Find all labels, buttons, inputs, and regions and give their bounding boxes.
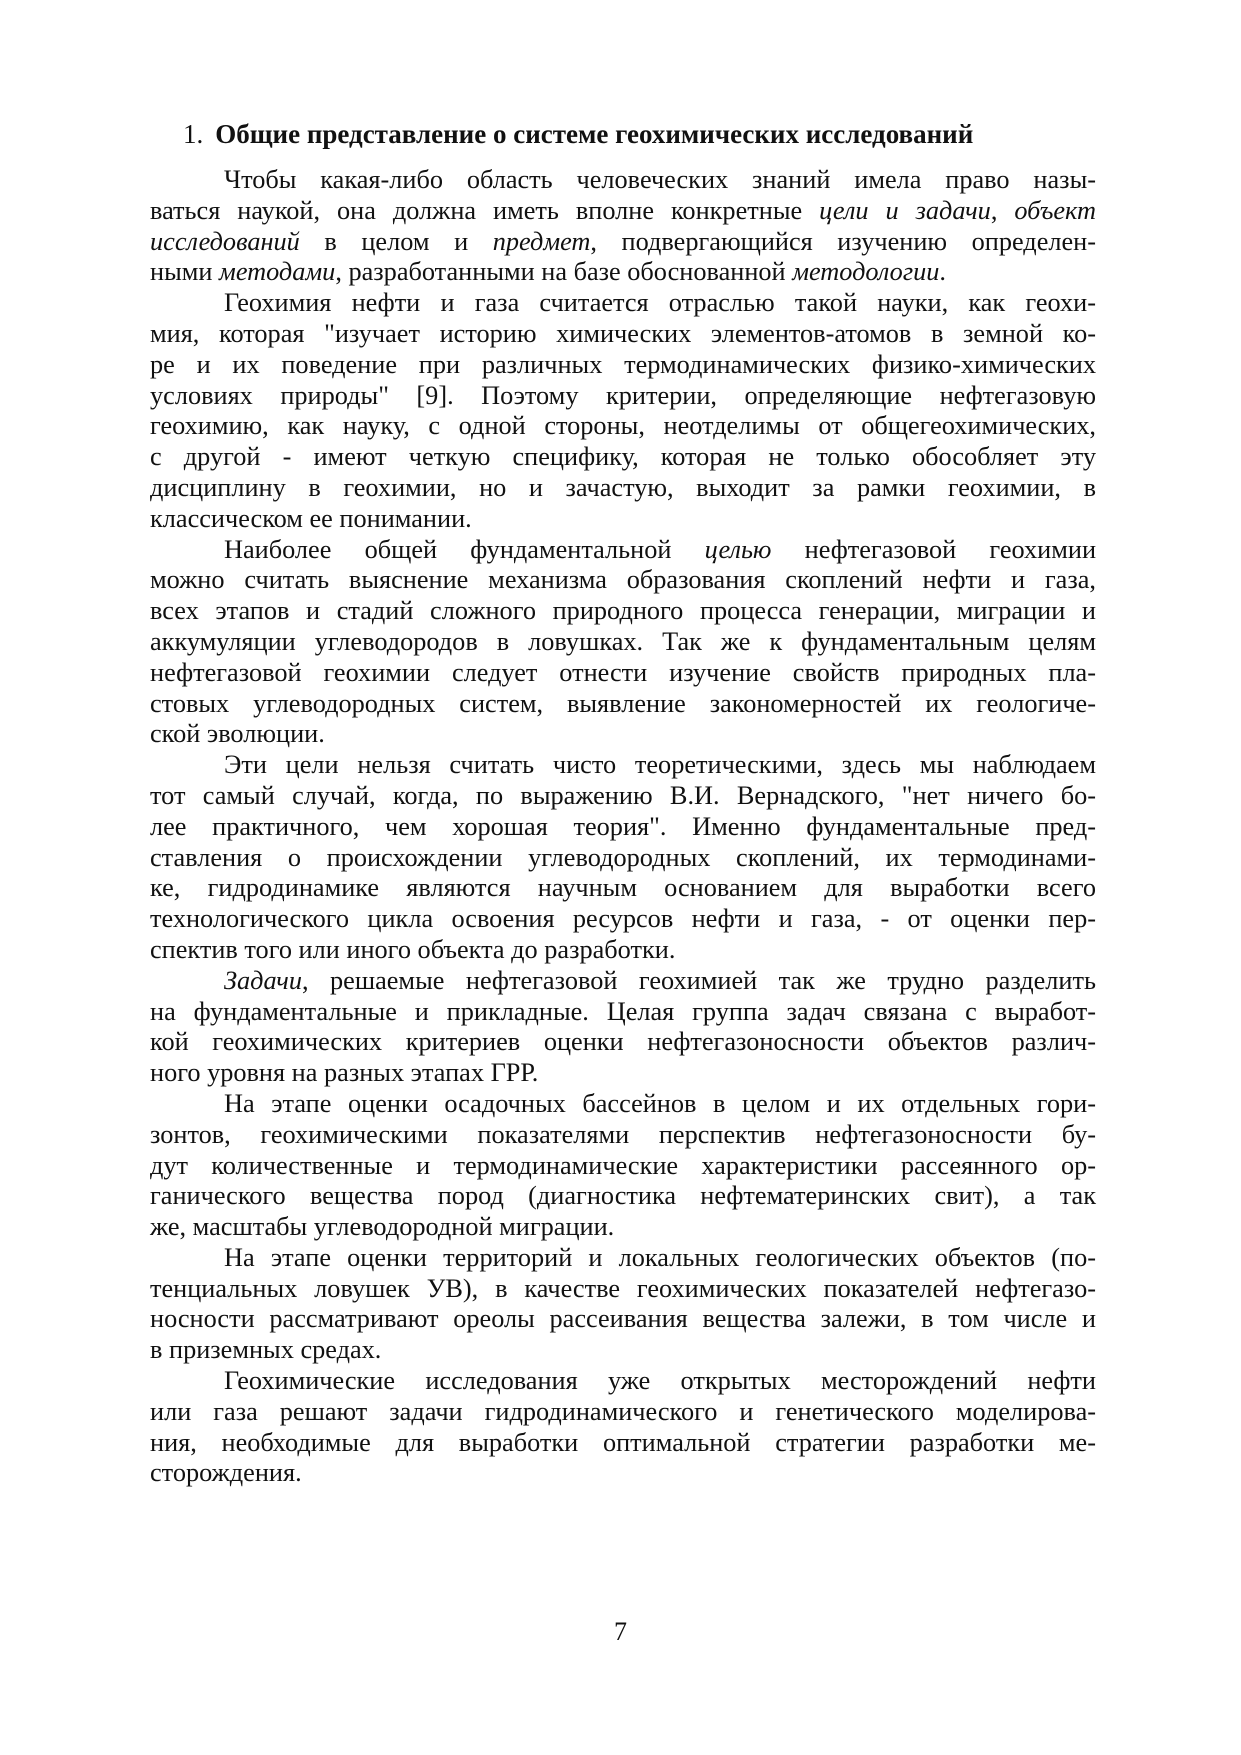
text-run: ской эволюции. — [150, 719, 325, 749]
text-run: ния, необходимые для выработки оптимальной стратегии разработки ме- — [150, 1427, 1096, 1457]
text-run: Геохимия нефти и газа считается отраслью такой науки, как геохи- — [224, 288, 1096, 318]
text-line — [150, 1181, 1096, 1212]
text-line — [150, 719, 1096, 750]
text-line — [150, 227, 1096, 258]
text-line — [150, 596, 1096, 627]
text-run: геохимию, как науку, с одной стороны, неотделимы от общегеохимических, — [150, 411, 1096, 441]
text-run: , разработанными на базе обоснованной — [335, 257, 793, 287]
text-line — [150, 442, 1096, 473]
italic-term: целью — [704, 534, 772, 564]
text-run: или газа решают задачи гидродинамического и генетического моделирова- — [150, 1396, 1096, 1426]
paragraph — [150, 750, 1096, 966]
text-run: классическом ее понимании. — [150, 503, 472, 533]
text-run: спектив того или иного объекта до разработки. — [150, 934, 676, 964]
page-number: 7 — [614, 1617, 627, 1646]
text-line — [150, 319, 1096, 350]
text-run: можно считать выяснение механизма образования скоплений нефти и газа, — [150, 565, 1096, 595]
text-line — [150, 1397, 1096, 1428]
text-run: аккумуляции углеводородов в ловушках. Так же к фундаментальным целям — [150, 626, 1096, 656]
text-run: дут количественные и термодинамические характеристики рассеянного ор- — [150, 1150, 1096, 1180]
text-run: , подвергающийся изучению определен- — [590, 226, 1096, 256]
text-run: На этапе оценки территорий и локальных геологических объектов (по- — [224, 1242, 1096, 1272]
paragraph — [150, 288, 1096, 534]
text-run: ке, гидродинамике являются научным основанием для выработки всего — [150, 873, 1096, 903]
text-line — [150, 812, 1096, 843]
text-line — [150, 1274, 1096, 1305]
text-run: всех этапов и стадий сложного природного процесса генерации, миграции и — [150, 596, 1096, 626]
italic-term: объект — [1014, 195, 1096, 225]
text-line — [150, 781, 1096, 812]
text-line — [150, 966, 1096, 997]
text-run: Наиболее общей фундаментальной — [224, 534, 705, 564]
text-line — [150, 257, 1096, 288]
text-line — [150, 1304, 1096, 1335]
text-line — [150, 935, 1096, 966]
text-run: ваться наукой, она должна иметь вполне конкретные — [150, 195, 820, 225]
text-run: в приземных средах. — [150, 1335, 382, 1365]
text-run: лее практичного, чем хорошая теория". Именно фундаментальные пред- — [150, 811, 1096, 841]
italic-term: Задачи — [224, 965, 302, 995]
text-line — [150, 1458, 1096, 1489]
section-title: Общие представление о системе геохимических исследований — [215, 119, 974, 149]
text-line — [150, 1428, 1096, 1459]
text-run: в целом и — [299, 226, 493, 256]
text-line — [150, 689, 1096, 720]
text-run: технологического цикла освоения ресурсов нефти и газа, - от оценки пер- — [150, 904, 1096, 934]
text-run: ганического вещества пород (диагностика нефтематеринских свит), а так — [150, 1181, 1096, 1211]
text-run: кой геохимических критериев оценки нефтегазоносности объектов различ- — [150, 1027, 1096, 1057]
text-run: ными — [150, 257, 220, 287]
section-number: 1. — [183, 119, 204, 149]
text-line — [150, 288, 1096, 319]
text-line — [150, 504, 1096, 535]
text-line — [150, 1151, 1096, 1182]
paragraph — [150, 1089, 1096, 1243]
text-run: носности рассматривают ореолы рассеивания вещества залежи, в том числе и — [150, 1304, 1096, 1334]
paragraph — [150, 966, 1096, 1089]
text-run: Чтобы какая-либо область человеческих знаний имела право назы- — [224, 165, 1096, 194]
text-run: тенциальных ловушек УВ), в качестве геохимических показателей нефтегазо- — [150, 1273, 1096, 1303]
text-run: сторождения. — [150, 1458, 302, 1488]
text-run: Эти цели нельзя считать чисто теоретическими, здесь мы наблюдаем — [224, 750, 1096, 780]
text-run: Геохимические исследования уже открытых месторождений нефти — [224, 1366, 1096, 1396]
text-run: ставления о происхождении углеводородных скоплений, их термодинами- — [150, 842, 1096, 872]
text-line — [150, 1212, 1096, 1243]
text-run: на фундаментальные и прикладные. Целая группа задач связана с выработ- — [150, 996, 1096, 1026]
text-line — [150, 1027, 1096, 1058]
italic-term: цели и задачи — [819, 195, 991, 225]
body-text — [150, 165, 1096, 1489]
text-run: , — [990, 195, 1015, 225]
text-line — [150, 904, 1096, 935]
italic-term: методами — [219, 257, 336, 287]
text-line — [150, 750, 1096, 781]
text-line — [150, 1335, 1096, 1366]
text-line — [150, 873, 1096, 904]
text-run: , решаемые нефтегазовой геохимией так же трудно разделить — [301, 965, 1096, 995]
text-line — [150, 1366, 1096, 1397]
text-run: нефтегазовой геохимии следует отнести изучение свойств природных пла- — [150, 657, 1096, 687]
text-line — [150, 411, 1096, 442]
text-line — [150, 565, 1096, 596]
paragraph — [150, 165, 1096, 288]
text-line — [150, 473, 1096, 504]
text-line — [150, 350, 1096, 381]
italic-term: методологии — [792, 257, 940, 287]
text-line — [150, 843, 1096, 874]
text-run: На этапе оценки осадочных бассейнов в целом и их отдельных гори- — [224, 1088, 1096, 1118]
text-line — [150, 658, 1096, 689]
italic-term: исследований — [150, 226, 300, 256]
text-run: зонтов, геохимическими показателями перспектив нефтегазоносности бу- — [150, 1119, 1096, 1149]
text-line — [150, 1058, 1096, 1089]
text-run: с другой - имеют четкую специфику, которая не только обособляет эту — [150, 442, 1096, 472]
text-run: стовых углеводородных систем, выявление закономерностей их геологиче- — [150, 688, 1096, 718]
paragraph — [150, 1243, 1096, 1366]
text-line — [150, 627, 1096, 658]
paragraph — [150, 535, 1096, 751]
text-line — [150, 1089, 1096, 1120]
text-run: мия, которая "изучает историю химических элементов-атомов в земной ко- — [150, 318, 1096, 348]
text-line — [150, 196, 1096, 227]
text-line — [150, 997, 1096, 1028]
section-heading — [183, 117, 1113, 151]
text-line — [150, 1120, 1096, 1151]
text-run: условиях природы" [9]. Поэтому критерии, определяющие нефтегазовую — [150, 380, 1096, 410]
text-line — [150, 535, 1096, 566]
text-run: . — [939, 257, 946, 287]
italic-term: предмет — [492, 226, 591, 256]
text-run: дисциплину в геохимии, но и зачастую, выходит за рамки геохимии, в — [150, 472, 1096, 502]
paragraph — [150, 1366, 1096, 1489]
text-run: тот самый случай, когда, по выражению В.И. Вернадского, "нет ничего бо- — [150, 780, 1096, 810]
text-run: нефтегазовой геохимии — [771, 534, 1097, 564]
text-run: ре и их поведение при различных термодинамических физико-химических — [150, 349, 1096, 379]
text-line — [150, 1243, 1096, 1274]
text-line — [150, 165, 1096, 196]
text-run: же, масштабы углеводородной миграции. — [150, 1212, 615, 1242]
text-run: ного уровня на разных этапах ГРР. — [150, 1058, 539, 1088]
text-line — [150, 381, 1096, 412]
